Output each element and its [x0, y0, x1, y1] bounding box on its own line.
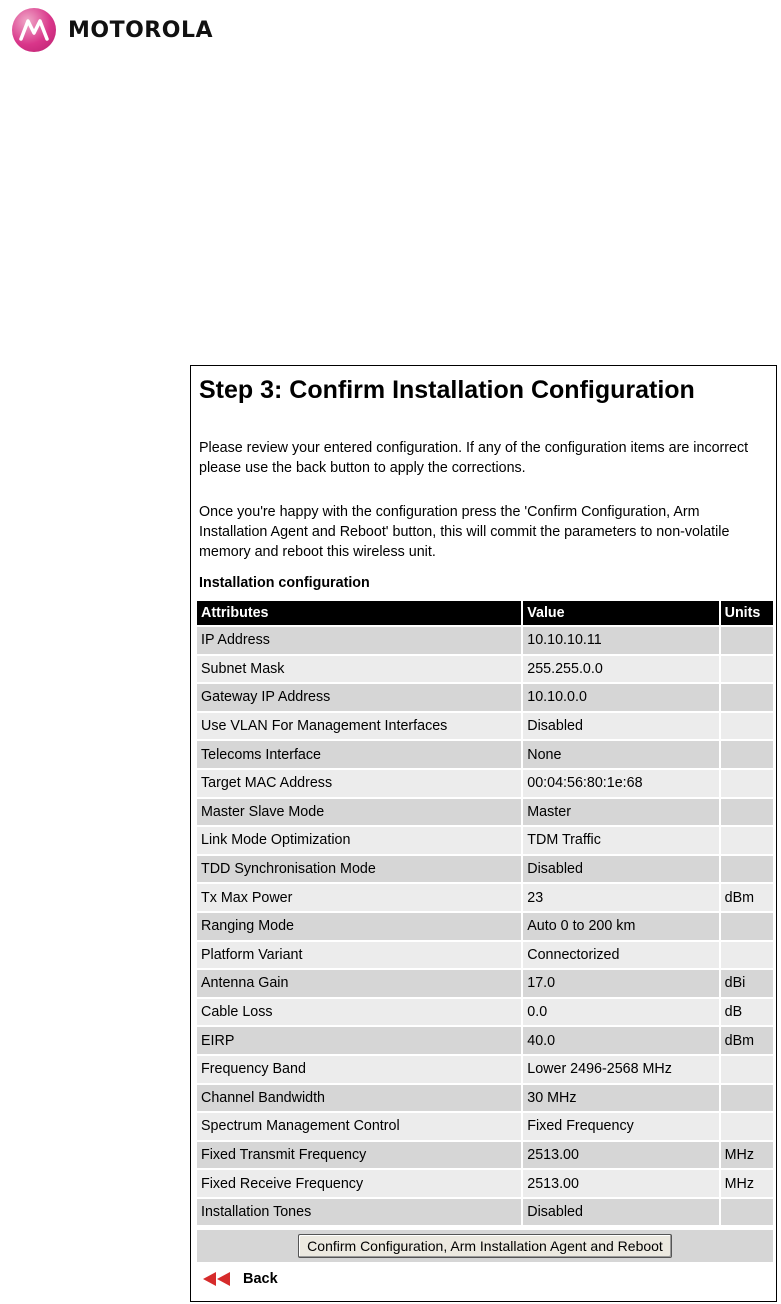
instructions-text: Once you're happy with the configuration press the 'Confirm Configuration, Arm Installation Agent and Reboot' button, this will commit the parameters to non-volatile memory and reboot this wireless unit. — [199, 504, 730, 560]
cell-units — [721, 913, 773, 940]
back-link[interactable] — [203, 1271, 278, 1287]
table-row — [197, 970, 773, 997]
cell-value: 10.10.0.0 — [523, 684, 718, 711]
installation-config-table — [195, 599, 775, 1227]
double-left-arrow-icon — [203, 1272, 233, 1286]
cell-attribute: Use VLAN For Management Interfaces — [197, 713, 521, 740]
cell-value: 00:04:56:80:1e:68 — [523, 770, 718, 797]
cell-units — [721, 1199, 773, 1226]
table-row — [197, 856, 773, 883]
column-header-units: Units — [721, 601, 773, 625]
cell-units — [721, 684, 773, 711]
cell-units: dBm — [721, 1027, 773, 1054]
cell-value: 23 — [523, 884, 718, 911]
cell-units — [721, 799, 773, 826]
table-row — [197, 827, 773, 854]
table-header-row — [197, 601, 773, 625]
table-row — [197, 999, 773, 1026]
cell-value: 2513.00 — [523, 1142, 718, 1169]
table-row — [197, 627, 773, 654]
cell-attribute: Installation Tones — [197, 1199, 521, 1226]
cell-units — [721, 627, 773, 654]
cell-units: MHz — [721, 1142, 773, 1169]
cell-attribute: Antenna Gain — [197, 970, 521, 997]
table-row — [197, 741, 773, 768]
installation-wizard-panel — [190, 365, 777, 1302]
cell-value: Disabled — [523, 1199, 718, 1226]
cell-units — [721, 1113, 773, 1140]
table-row — [197, 656, 773, 683]
cell-units — [721, 856, 773, 883]
confirm-reboot-button[interactable]: Confirm Configuration, Arm Installation Agent and Reboot — [298, 1234, 672, 1258]
cell-attribute: Fixed Receive Frequency — [197, 1170, 521, 1197]
cell-value: 17.0 — [523, 970, 718, 997]
cell-value: Auto 0 to 200 km — [523, 913, 718, 940]
cell-attribute: TDD Synchronisation Mode — [197, 856, 521, 883]
cell-units — [721, 1056, 773, 1083]
brand-name: MOTOROLA — [68, 17, 213, 43]
table-row — [197, 684, 773, 711]
cell-units — [721, 827, 773, 854]
cell-value: 10.10.10.11 — [523, 627, 718, 654]
cell-units: MHz — [721, 1170, 773, 1197]
motorola-batwing-icon — [12, 8, 56, 52]
cell-units: dBi — [721, 970, 773, 997]
cell-value: Disabled — [523, 713, 718, 740]
table-row — [197, 1142, 773, 1169]
cell-attribute: IP Address — [197, 627, 521, 654]
cell-units — [721, 741, 773, 768]
cell-value: 0.0 — [523, 999, 718, 1026]
table-row — [197, 1199, 773, 1226]
table-row — [197, 799, 773, 826]
cell-value: TDM Traffic — [523, 827, 718, 854]
cell-value: 2513.00 — [523, 1170, 718, 1197]
table-row — [197, 1056, 773, 1083]
cell-value: Connectorized — [523, 942, 718, 969]
cell-attribute: Tx Max Power — [197, 884, 521, 911]
cell-value: None — [523, 741, 718, 768]
cell-units — [721, 656, 773, 683]
table-row — [197, 713, 773, 740]
column-header-attributes: Attributes — [197, 601, 521, 625]
page-title: Step 3: Confirm Installation Configuration — [199, 376, 695, 404]
cell-value: 255.255.0.0 — [523, 656, 718, 683]
table-row — [197, 884, 773, 911]
cell-units — [721, 713, 773, 740]
table-row — [197, 1113, 773, 1140]
cell-attribute: Subnet Mask — [197, 656, 521, 683]
cell-attribute: EIRP — [197, 1027, 521, 1054]
cell-attribute: Spectrum Management Control — [197, 1113, 521, 1140]
column-header-value: Value — [523, 601, 718, 625]
cell-units — [721, 1085, 773, 1112]
table-row — [197, 942, 773, 969]
cell-value: Lower 2496-2568 MHz — [523, 1056, 718, 1083]
cell-attribute: Channel Bandwidth — [197, 1085, 521, 1112]
table-row — [197, 770, 773, 797]
cell-units: dB — [721, 999, 773, 1026]
cell-attribute: Telecoms Interface — [197, 741, 521, 768]
cell-value: Fixed Frequency — [523, 1113, 718, 1140]
button-row — [197, 1230, 773, 1262]
cell-value: Master — [523, 799, 718, 826]
section-title: Installation configuration — [199, 575, 370, 591]
table-row — [197, 1027, 773, 1054]
table-row — [197, 1170, 773, 1197]
cell-value: 30 MHz — [523, 1085, 718, 1112]
cell-attribute: Frequency Band — [197, 1056, 521, 1083]
cell-value: Disabled — [523, 856, 718, 883]
cell-attribute: Cable Loss — [197, 999, 521, 1026]
intro-text: Please review your entered configuration. If any of the configuration items are incorrect please use the back button to apply the corrections. — [199, 440, 749, 476]
cell-attribute: Gateway IP Address — [197, 684, 521, 711]
back-label: Back — [243, 1271, 278, 1287]
table-row — [197, 913, 773, 940]
cell-units — [721, 942, 773, 969]
cell-units: dBm — [721, 884, 773, 911]
cell-attribute: Link Mode Optimization — [197, 827, 521, 854]
table-row — [197, 1085, 773, 1112]
cell-value: 40.0 — [523, 1027, 718, 1054]
cell-attribute: Platform Variant — [197, 942, 521, 969]
cell-attribute: Ranging Mode — [197, 913, 521, 940]
cell-attribute: Target MAC Address — [197, 770, 521, 797]
cell-attribute: Master Slave Mode — [197, 799, 521, 826]
motorola-logo — [12, 8, 213, 52]
cell-units — [721, 770, 773, 797]
cell-attribute: Fixed Transmit Frequency — [197, 1142, 521, 1169]
